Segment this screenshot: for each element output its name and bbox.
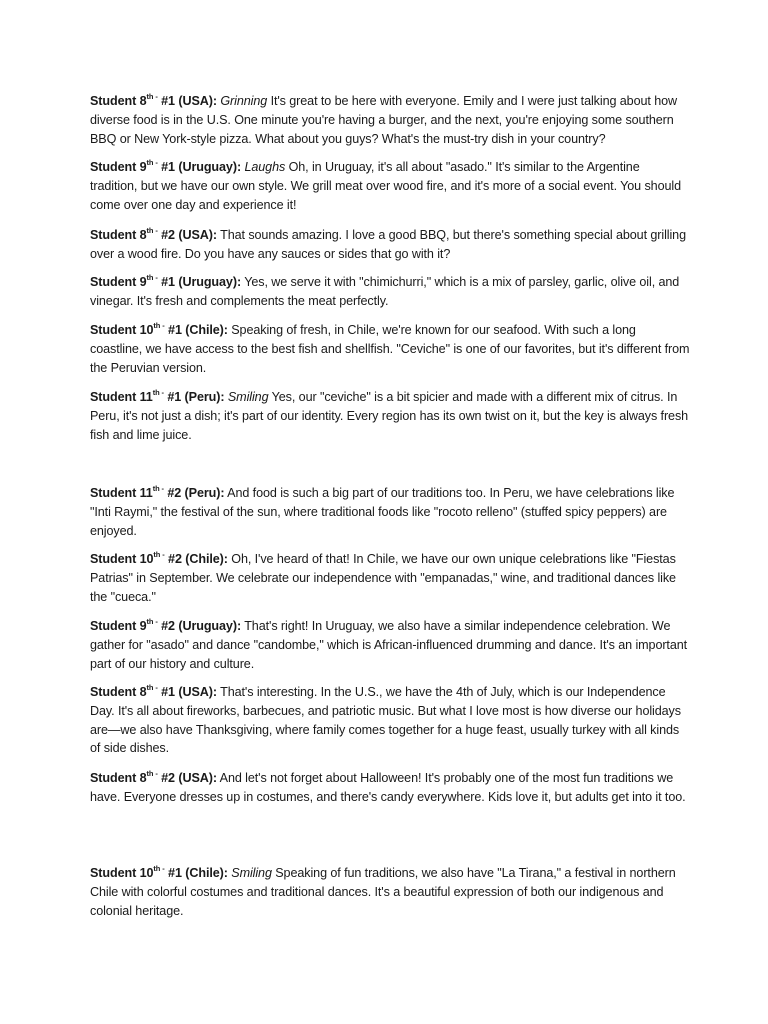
stage-direction: Smiling — [231, 866, 272, 880]
dialogue-text: And food is such a big part of our traditions too. In Peru, we have celebrations like "Inti Raymi," the festival of the sun, where traditional foods like "rocoto relleno" (stuffed spicy peppers) are enjoyed. — [90, 486, 675, 538]
dialogue-text: Speaking of fun traditions, we also have "La Tirana," a festival in northern Chile with colorful costumes and traditional dances. It's a beautiful expression of both our indigenous and colonial heritage. — [90, 866, 676, 918]
dialogue-text: Yes, we serve it with "chimichurri," which is a mix of parsley, garlic, olive oil, and vinegar. It's fresh and complements the meat perfectly. — [90, 275, 680, 308]
dialogue-text: That's interesting. In the U.S., we have the 4th of July, which is our Independence Day. It's all about fireworks, barbecues, and patriotic music. But what I love most is how diverse our holidays are—we also have Thanksgiving, where family comes together for a huge feast, usually turkey with all kinds of side dishes. — [90, 685, 681, 756]
dialogue-text: That's right! In Uruguay, we also have a similar independence celebration. We gather for "asado" and dance "candombe," which is African-influenced drumming and dance. It's an important part of our history and culture. — [90, 619, 688, 671]
stage-direction: Laughs — [244, 160, 286, 174]
speaker-label: Student $9^{th -}$ #1 (Uruguay): — [90, 158, 242, 174]
dialogue-text: That sounds amazing. I love a good BBQ, but there's something special about grilling over a wood fire. Do you have any sauces or sides that go with it? — [90, 228, 686, 261]
dialogue-text: And let's not forget about Halloween! It's probably one of the most fun traditions we have. Everyone dresses up in costumes, and there's candy everywhere. Kids love it, but adults get into it too. — [90, 771, 686, 804]
dialogue-entry — [90, 226, 690, 264]
dialogue-entry — [90, 617, 690, 673]
speaker-label: Student $9^{th -}$ #1 (Uruguay): — [90, 273, 242, 289]
dialogue-text: Oh, in Uruguay, it's all about "asado." It's similar to the Argentine tradition, but we have our own style. We grill meat over wood fire, and it's more of a social event. You should come over one day and experience it! — [90, 160, 681, 212]
speaker-label: Student $10^{th -}$ #1 (Chile): — [90, 321, 228, 337]
speaker-label: Student $8^{th -}$ #2 (USA): — [90, 769, 217, 785]
stage-direction: Grinning — [220, 94, 268, 108]
speaker-label: Student $11^{th -}$ #2 (Peru): — [90, 484, 225, 500]
speaker-label: Student $8^{th -}$ #2 (USA): — [90, 226, 217, 242]
speaker-label: Student $10^{th -}$ #1 (Chile): — [90, 864, 228, 880]
dialogue-entry — [90, 484, 690, 540]
dialogue-entry — [90, 158, 690, 214]
dialogue-entry — [90, 769, 690, 807]
dialogue-entry — [90, 321, 690, 377]
dialogue-entry — [90, 864, 690, 920]
speaker-label: Student $8^{th -}$ #1 (USA): — [90, 92, 217, 108]
dialogue-text: Speaking of fresh, in Chile, we're known for our seafood. With such a long coastline, we have access to the best fish and shellfish. "Ceviche" is one of our favorites, but it's different from the Peruvian version. — [90, 323, 690, 375]
dialogue-text: Oh, I've heard of that! In Chile, we have our own unique celebrations like "Fiestas Patrias" in September. We celebrate our independence with "empanadas," wine, and traditional dances like the "cueca." — [90, 552, 676, 604]
dialogue-text: It's great to be here with everyone. Emily and I were just talking about how diverse food is in the U.S. One minute you're having a burger, and the next, you're enjoying some southern BBQ or New York-style pizza. What about you guys? What's the must-try dish in your country? — [90, 94, 677, 146]
speaker-label: Student $9^{th -}$ #2 (Uruguay): — [90, 617, 242, 633]
speaker-label: Student $10^{th -}$ #2 (Chile): — [90, 550, 228, 566]
speaker-label: Student $8^{th -}$ #1 (USA): — [90, 683, 217, 699]
speaker-label: Student $11^{th -}$ #1 (Peru): — [90, 388, 225, 404]
dialogue-entry — [90, 273, 690, 311]
stage-direction: Smiling — [227, 390, 269, 404]
dialogue-entry — [90, 550, 690, 606]
dialogue-entry — [90, 683, 690, 758]
dialogue-entry — [90, 92, 690, 148]
dialogue-entry — [90, 388, 690, 444]
dialogue-text: Yes, our "ceviche" is a bit spicier and made with a different mix of citrus. In Peru, it's not just a dish; it's part of our identity. Every region has its own twist on it, but the key is always fresh fish and lime juice. — [90, 390, 689, 442]
